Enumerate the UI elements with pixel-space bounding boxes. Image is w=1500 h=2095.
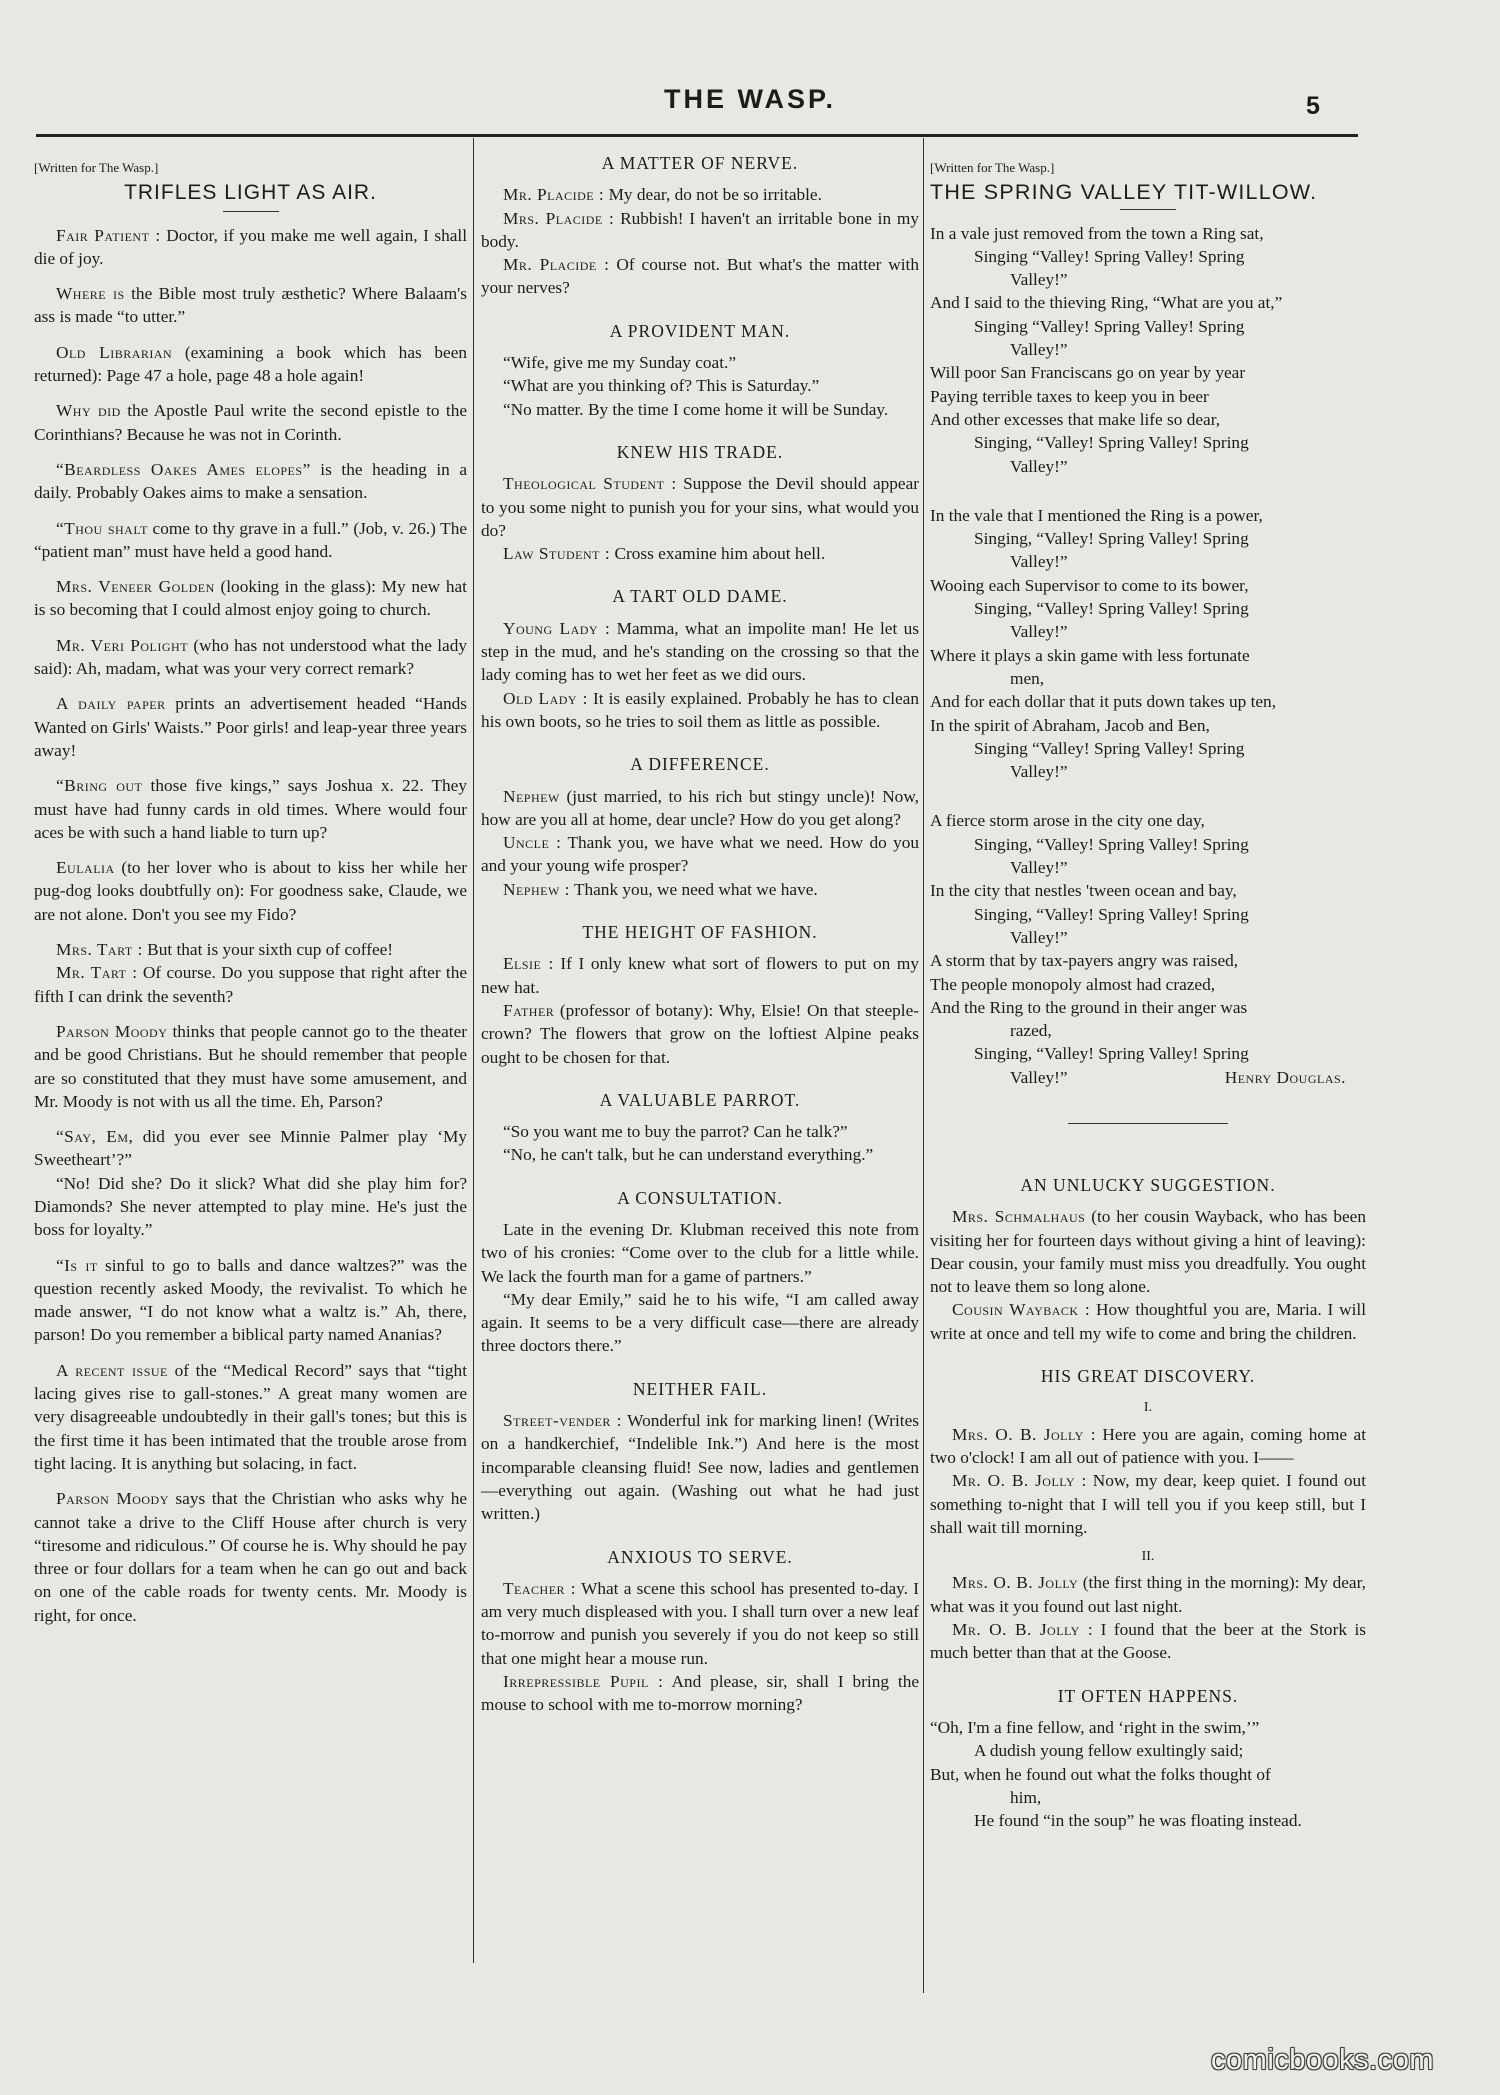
paragraph-text: Now, my dear, keep quiet. I found out something to-night that I will tell you if you keep still, but I shall wait till morning. <box>930 1471 1366 1537</box>
trifles-list-2 <box>34 1254 467 1627</box>
section-body <box>481 1409 919 1525</box>
paragraph-text: I found that the beer at the Stork is much better than that at the Goose. <box>930 1620 1366 1663</box>
paragraph <box>481 207 919 254</box>
section-provident-man <box>481 320 919 421</box>
verse-line: In the city that nestles 'tween ocean and bay, <box>930 881 1237 901</box>
speaker-label: Irrepressible Pupil : <box>503 1672 664 1692</box>
paragraph-text: (just married, to his rich but stingy uncle)! Now, how are you all at home, dear uncle? How do you get along? <box>481 786 919 829</box>
speaker-label: Mrs. Veneer Golden <box>56 577 215 597</box>
header-rule <box>36 134 1358 137</box>
paragraph <box>930 1423 1366 1470</box>
speaker-label: Theological Student : <box>503 474 677 494</box>
column-divider-1 <box>473 138 474 1963</box>
paragraph <box>481 785 919 832</box>
trifles-list <box>34 224 467 926</box>
paragraph-text: Of course not. But what's the matter with your nerves? <box>481 255 919 298</box>
paragraph-text: (to her cousin Wayback, who has been visiting her for fourteen days without giving a hint of leaving): Dear cousin, your family must miss you dreadfully. You ought not to leave them so long alone. <box>930 1207 1366 1297</box>
paragraph-text: of the “Medical Record” says that “tight lacing gives rise to gall-stones.” A great many women are very disagreeable undoubtedly in their gall's tones; but this is the first time it has been intimated that the trouble arose from tight lacing. It is anything but solacing, in fact. <box>34 1360 468 1473</box>
title-rule <box>223 211 279 212</box>
paragraph <box>930 1618 1366 1665</box>
paragraph-text: did you ever see Minnie Palmer play ‘My Sweetheart’?” <box>34 1127 467 1170</box>
paragraph-text: (examining a book which has been returned): Page 47 a hole, page 48 a hole again! <box>34 342 467 386</box>
paragraph-text: If I only knew what sort of flowers to put on my new hat. <box>481 954 920 997</box>
speaker-label: Father <box>503 1000 555 1020</box>
paragraph-text: Thank you, we need what we have. <box>569 879 818 899</box>
paragraph <box>930 1205 1366 1298</box>
verse-line: Paying terrible taxes to keep you in beer <box>930 386 1209 406</box>
section-great-discovery <box>930 1365 1366 1665</box>
speaker-label: Cousin Wayback : <box>952 1300 1091 1320</box>
paragraph-text: But that is your sixth cup of coffee! <box>142 940 394 960</box>
speaker-label: Uncle : <box>503 833 562 853</box>
page-number: 5 <box>1306 92 1320 120</box>
speaker-label: Law Student : <box>503 544 611 564</box>
paragraph-text: “So you want me to buy the parrot? Can he talk?” <box>503 1122 848 1142</box>
title-rule <box>1120 209 1176 210</box>
verse-line: men, <box>1010 668 1045 688</box>
paragraph <box>34 692 467 762</box>
masthead-title: THE WASP. <box>663 84 837 114</box>
paragraph <box>930 1469 1366 1539</box>
paragraph <box>481 1120 919 1143</box>
paragraph <box>34 961 467 1008</box>
paragraph-text: Of course. Do you suppose that right after the fifth I can drink the seventh? <box>34 963 468 1006</box>
speaker-label: Mrs. Placide : <box>503 208 615 228</box>
paragraph <box>481 831 919 878</box>
speaker-label: Where is <box>56 284 125 304</box>
speaker-label: Mr. Veri Polight <box>56 635 189 655</box>
paragraph-text: “No! Did she? Do it slick? What did she play him for? Diamonds? She never attempted to play mine. He's just the boss for loyalty.” <box>34 1173 467 1240</box>
paragraph <box>481 687 919 734</box>
section-body <box>481 785 919 901</box>
section-unlucky-suggestion <box>930 1174 1366 1345</box>
part-numeral: I. <box>1143 1400 1153 1416</box>
verse-line: razed, <box>1010 1021 1052 1041</box>
paragraph-text: “Wife, give me my Sunday coat.” <box>503 353 737 373</box>
speaker-label: Mrs. Tart : <box>56 940 143 960</box>
paragraph-text: “No, he can't talk, but he can understand everything.” <box>503 1145 874 1165</box>
paragraph-text: Doctor, if you make me well again, I shall die of joy. <box>34 225 467 268</box>
section-title: A VALUABLE PARROT. <box>599 1089 801 1110</box>
section-knew-his-trade <box>481 441 919 565</box>
section-title: ANXIOUS TO SERVE. <box>607 1546 793 1567</box>
paragraph <box>34 575 467 622</box>
speaker-label: Mr. Placide : <box>503 255 610 275</box>
speaker-label: “Bring out <box>56 776 143 796</box>
section-title: THE HEIGHT OF FASHION. <box>582 922 818 943</box>
section-title: A CONSULTATION. <box>617 1187 783 1208</box>
paragraph-text: Wonderful ink for marking linen! (Writes on a handkerchief, “Indelible Ink.”) And here is the most incomparable cleansing fluid! See now, ladies and gentlemen—everything out again. (Washing out what he had just written.) <box>481 1411 919 1524</box>
verse-line: A dudish young fellow exultingly said; <box>974 1741 1244 1761</box>
section-title: AN UNLUCKY SUGGESTION. <box>1020 1174 1276 1195</box>
paragraph <box>34 1020 467 1113</box>
paragraph-text: Suppose the Devil should appear to you some night to punish you for your sins, what would you do? <box>481 474 919 540</box>
verse-line: Will poor San Franciscans go on year by year <box>930 363 1246 383</box>
paragraph-text: (the first thing in the morning): My dear, what was it you found out last night. <box>930 1573 1366 1616</box>
section-title: HIS GREAT DISCOVERY. <box>1040 1366 1256 1387</box>
author-signature: Henry Douglas. <box>1224 1067 1346 1087</box>
paragraph <box>481 1409 919 1525</box>
paragraph-text: It is easily explained. Probably he has to clean his own boots, so he tries to soil them as little as possible. <box>481 688 919 731</box>
paragraph-text: is the heading in a daily. Probably Oakes aims to make a sensation. <box>34 459 467 503</box>
column-3 <box>930 144 1366 1832</box>
speaker-label: Parson Moody <box>56 1489 169 1509</box>
verse-line: And for each dollar that it puts down takes up ten, <box>930 692 1277 712</box>
paragraph-text: thinks that people cannot go to the theater and be good Christians. But he should remember that people are so constituted that they must have some amusement, and Mr. Moody is not with us all the time. Eh, Parson? <box>34 1021 468 1111</box>
credit-line: [Written for The Wasp.] <box>930 160 1055 175</box>
verse-line: In a vale just removed from the town a Ring sat, <box>930 223 1264 243</box>
section-title: KNEW HIS TRADE. <box>616 441 784 462</box>
paragraph-text: the Apostle Paul write the second epistle to the Corinthians? Because he was not in Corinth. <box>34 401 468 444</box>
paragraph-text: prints an advertisement headed “Hands Wanted on Girls' Waists.” Poor girls! and leap-year three years away! <box>34 694 467 760</box>
paragraph-text: the Bible most truly æsthetic? Where Balaam's ass is made “to utter.” <box>34 284 467 327</box>
section-title: NEITHER FAIL. <box>632 1378 768 1399</box>
paragraph-text: sinful to go to balls and dance waltzes?” was the question recently asked Moody, the revivalist. To which he made answer, “I do not know what a waltz is.” Ah, there, parson! Do you remember a biblical party named Ananias? <box>34 1255 467 1345</box>
paragraph <box>34 1359 467 1475</box>
verse-line: In the spirit of Abraham, Jacob and Ben, <box>930 715 1210 735</box>
section-rule <box>1068 1123 1228 1124</box>
section-height-of-fashion <box>481 921 919 1069</box>
paragraph <box>481 374 919 397</box>
paragraph <box>34 1487 467 1627</box>
speaker-label: Mr. O. B. Jolly : <box>952 1620 1094 1640</box>
verse-line: A fierce storm arose in the city one day, <box>930 811 1205 831</box>
speaker-label: Old Lady : <box>503 688 588 708</box>
section-consultation <box>481 1187 919 1358</box>
paragraph <box>34 634 467 681</box>
verse-line: Valley!” <box>1010 552 1068 572</box>
verse-line: He found “in the soup” he was floating instead. <box>974 1811 1302 1831</box>
verse-line: “Oh, I'm a fine fellow, and ‘right in the swim,’” <box>930 1717 1260 1737</box>
article-title: TRIFLES LIGHT AS AIR. <box>124 181 377 205</box>
speaker-label: Old Librarian <box>56 342 173 362</box>
paragraph-text: come to thy grave in a full.” (Job, v. 26.) The “patient man” must have held a good hand. <box>34 518 468 561</box>
section-anxious-to-serve <box>481 1546 919 1717</box>
section-it-often-happens <box>930 1685 1366 1833</box>
section-title: A PROVIDENT MAN. <box>609 320 791 341</box>
stanza <box>930 504 1366 784</box>
verse <box>930 1716 1366 1832</box>
speaker-label: Eulalia <box>56 858 115 878</box>
column-2 <box>481 152 919 1737</box>
paragraph-text: And please, sir, shall I bring the mouse to school with me to-morrow morning? <box>481 1672 919 1715</box>
paragraph-text: (to her lover who is about to kiss her while her pug-dog looks doubtfully on): For goodness sake, Claude, we are not alone. Don't you see my Fido? <box>34 858 467 924</box>
paragraph <box>34 938 467 961</box>
paragraph <box>481 472 919 542</box>
discovery-part-2 <box>930 1571 1366 1664</box>
tart-dialogue <box>34 938 467 1008</box>
paragraph <box>34 1254 467 1347</box>
paragraph <box>34 1172 467 1242</box>
speaker-label: Mrs. O. B. Jolly <box>952 1573 1079 1593</box>
paragraph <box>34 224 467 271</box>
speaker-label: “Is it <box>56 1255 98 1275</box>
paragraph-text: (who has not understood what the lady said): Ah, madam, what was your very correct remark? <box>34 635 467 679</box>
section-valuable-parrot <box>481 1089 919 1167</box>
paragraph <box>34 856 467 926</box>
watermark: comicbooks.com <box>1211 2044 1434 2076</box>
verse-line: And I said to the thieving Ring, “What are you at,” <box>930 293 1283 313</box>
paragraph-text: (professor of botany): Why, Elsie! On that steeple-crown? The flowers that grow on the loftiest Alpine peaks ought to be chosen for that. <box>481 1000 919 1067</box>
verse-line: Valley!” <box>1010 762 1068 782</box>
paragraph <box>34 282 467 329</box>
verse-line: Singing, “Valley! Spring Valley! Spring <box>974 599 1249 619</box>
section-title: A TART OLD DAME. <box>612 586 788 607</box>
paragraph <box>34 399 467 446</box>
verse-line: Valley!” <box>1010 927 1068 947</box>
paragraph <box>481 1143 919 1166</box>
speaker-label: “Beardless Oakes Ames elopes” <box>56 459 311 479</box>
verse-line: Singing, “Valley! Spring Valley! Spring <box>974 834 1249 854</box>
speaker-label: Parson Moody <box>56 1021 168 1041</box>
speaker-label: Fair Patient : <box>56 225 161 245</box>
paragraph <box>34 458 467 505</box>
paragraph-text: “What are you thinking of? This is Saturday.” <box>503 376 820 396</box>
speaker-label: A recent issue <box>56 1360 168 1380</box>
verse-line: Valley!” <box>1010 622 1068 642</box>
paragraph-text: Rubbish! I haven't an irritable bone in my body. <box>481 208 919 251</box>
section-body <box>481 1120 919 1167</box>
verse-line: And other excesses that make life so dear, <box>930 409 1221 429</box>
paragraph <box>481 999 919 1069</box>
moody-item <box>34 1020 467 1113</box>
section-body <box>930 1205 1366 1345</box>
paragraph <box>34 774 467 844</box>
verse-line: Singing, “Valley! Spring Valley! Spring <box>974 433 1249 453</box>
verse-line: Singing, “Valley! Spring Valley! Spring <box>974 1044 1249 1064</box>
paragraph-text: Thank you, we have what we need. How do you and your young wife prosper? <box>481 833 919 876</box>
section-body <box>481 1577 919 1717</box>
paragraph <box>481 542 919 565</box>
verse-line: But, when he found out what the folks thought of <box>930 1764 1271 1784</box>
speaker-label: Street-vender : <box>503 1411 623 1431</box>
verse-line: Valley!” <box>1010 858 1068 878</box>
speaker-label: “Say, Em, <box>56 1127 134 1147</box>
verse-line: Singing, “Valley! Spring Valley! Spring <box>974 529 1249 549</box>
verse-line: Valley!” <box>1010 340 1068 360</box>
speaker-label: Mr. O. B. Jolly : <box>952 1471 1087 1491</box>
speaker-label: Teacher : <box>503 1578 577 1598</box>
section-a-difference <box>481 753 919 901</box>
section-body <box>481 351 919 421</box>
paragraph-text: Here you are again, coming home at two o'clock! I am all out of patience with you. I—— <box>930 1424 1366 1467</box>
verse-line: him, <box>1010 1787 1042 1807</box>
poem-stanzas <box>930 222 1366 1089</box>
paragraph <box>481 952 919 999</box>
paragraph <box>481 351 919 374</box>
credit-line: [Written for The Wasp.] <box>34 160 159 175</box>
verse-line: Singing, “Valley! Spring Valley! Spring <box>974 904 1249 924</box>
paragraph <box>34 341 467 388</box>
paragraph-text: How thoughtful you are, Maria. I will write at once and tell my wife to come and bring the children. <box>930 1300 1366 1343</box>
section-body <box>481 617 919 733</box>
verse-line: Valley!” <box>1010 270 1068 290</box>
column-divider-2 <box>923 138 924 1993</box>
paragraph-text: Late in the evening Dr. Klubman received this note from two of his cronies: “Come over to the club for a little while. We lack the fourth man for a game of partners.” <box>481 1219 919 1286</box>
section-matter-of-nerve <box>481 152 919 300</box>
paragraph <box>34 517 467 564</box>
speaker-label: Mr. Placide : <box>503 185 605 205</box>
section-body <box>481 183 919 299</box>
paragraph <box>481 253 919 300</box>
paragraph <box>481 878 919 901</box>
section-title: A MATTER OF NERVE. <box>601 153 799 173</box>
paragraph-text: Cross examine him about hell. <box>610 544 826 564</box>
discovery-part-1 <box>930 1423 1366 1539</box>
section-title: A DIFFERENCE. <box>630 754 770 775</box>
paragraph-text: What a scene this school has presented to-day. I am very much displeased with you. I shall turn over a new leaf to-morrow and punish you severely if you do not keep so still that one might hear a mouse run. <box>481 1578 919 1668</box>
verse-line: Singing “Valley! Spring Valley! Spring <box>974 316 1245 336</box>
paragraph <box>481 1218 919 1288</box>
section-neither-fail <box>481 1378 919 1526</box>
poem-title: THE SPRING VALLEY TIT-WILLOW. <box>930 180 1318 205</box>
paragraph <box>481 617 919 687</box>
paragraph <box>930 1298 1366 1345</box>
part-numeral: II. <box>1141 1549 1155 1565</box>
speaker-label: Young Lady : <box>503 618 611 638</box>
speaker-label: Nephew <box>503 786 560 806</box>
paragraph <box>481 1577 919 1670</box>
speaker-label: Mrs. Schmalhaus <box>952 1207 1086 1227</box>
verse-line: In the vale that I mentioned the Ring is a power, <box>930 505 1263 525</box>
speaker-label: Elsie : <box>503 954 554 974</box>
section-tart-old-dame <box>481 585 919 733</box>
em-dialogue <box>34 1125 467 1241</box>
verse-line: Where it plays a skin game with less fortunate <box>930 645 1250 665</box>
paragraph <box>930 1571 1366 1618</box>
verse-line: Valley!” <box>1010 456 1068 476</box>
verse-line: A storm that by tax-payers angry was raised, <box>930 951 1239 971</box>
paragraph-text: “My dear Emily,” said he to his wife, “I am called away again. It seems to be a very difficult case—there are already three doctors there.” <box>481 1289 919 1356</box>
verse-line: And the Ring to the ground in their anger was <box>930 997 1248 1017</box>
paragraph-text: “No matter. By the time I come home it will be Sunday. <box>503 399 889 419</box>
verse-line: The people monopoly almost had crazed, <box>930 974 1216 994</box>
section-title: IT OFTEN HAPPENS. <box>1057 1685 1239 1706</box>
paragraph <box>481 1670 919 1717</box>
verse-line: Wooing each Supervisor to come to its bower, <box>930 575 1249 595</box>
speaker-label: Nephew : <box>503 879 570 899</box>
stanza <box>930 222 1366 478</box>
section-body <box>481 472 919 565</box>
speaker-label: Why did <box>56 401 121 421</box>
paragraph-text: says that the Christian who asks why he cannot take a drive to the Cliff House after church is very “tiresome and ridiculous.” Of course he is. Why should he pay three or four dollars for a team when he can go out and back on one of the cable roads for twenty cents. Mr. Moody is right, for once. <box>34 1489 468 1625</box>
paragraph-text: (looking in the glass): My new hat is so becoming that I could almost enjoy going to church. <box>34 577 467 620</box>
speaker-label: A daily paper <box>56 694 166 714</box>
stanza <box>930 809 1366 1089</box>
paragraph <box>481 183 919 206</box>
speaker-label: Mr. Tart : <box>56 963 138 983</box>
section-body <box>481 952 919 1068</box>
paragraph-text: those five kings,” says Joshua x. 22. They must have had funny cards in old times. Where would four aces be with such a hand liable to turn up? <box>34 776 467 842</box>
paragraph-text: Mamma, what an impolite man! He let us step in the mud, and he's standing on the crossing so that the lady coming has to wet her feet as we did ours. <box>481 618 919 685</box>
speaker-label: “Thou shalt <box>56 518 148 538</box>
paragraph-text: My dear, do not be so irritable. <box>604 185 822 205</box>
speaker-label: Mrs. O. B. Jolly : <box>952 1424 1097 1444</box>
verse-line: Singing “Valley! Spring Valley! Spring <box>974 738 1245 758</box>
verse-line: Valley!” Henry Douglas. <box>930 1066 1366 1089</box>
paragraph <box>481 398 919 421</box>
paragraph <box>481 1288 919 1358</box>
column-1 <box>34 144 467 1639</box>
section-body <box>481 1218 919 1358</box>
paragraph <box>34 1125 467 1172</box>
verse-line: Singing “Valley! Spring Valley! Spring <box>974 246 1245 266</box>
